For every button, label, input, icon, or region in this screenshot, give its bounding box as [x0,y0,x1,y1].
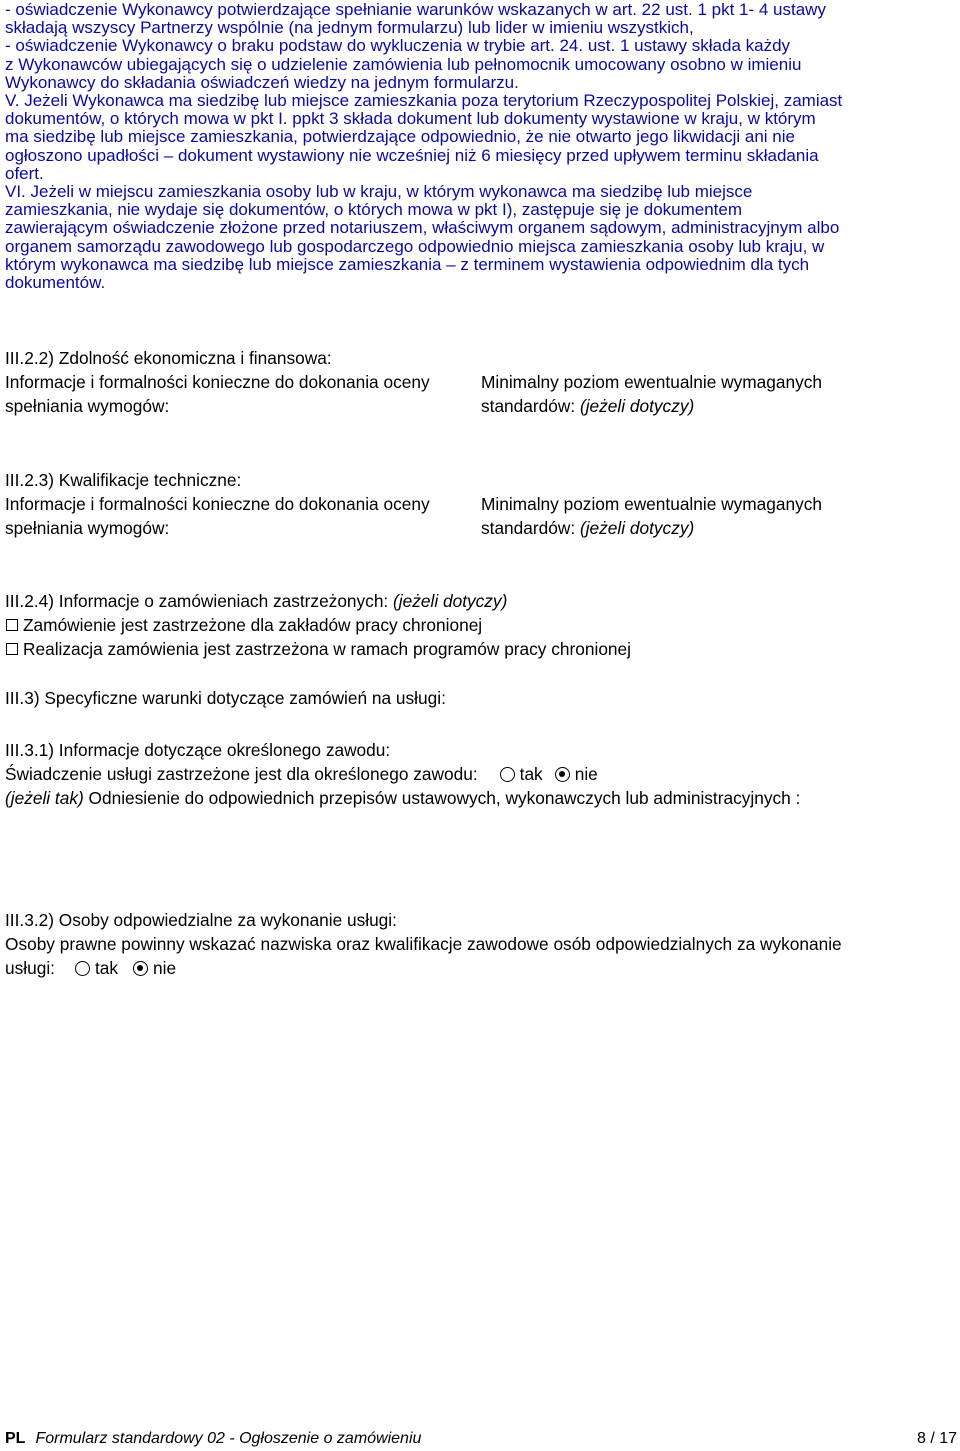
column-label-line: Informacje i formalności konieczne do dokonania oceny [5,494,430,514]
requirements-columns [5,370,822,418]
section-heading [5,468,822,492]
section-title: Zdolność ekonomiczna i finansowa: [58,348,332,368]
question-label: usługi: [5,958,55,978]
intro-line: organem samorządu zawodowego lub gospodarczego odpowiednio miejsca zamieszkania osoby lub kraju, w [5,236,825,256]
information-column [5,370,481,418]
section-technical-qualifications [5,468,822,540]
checkbox-label: Realizacja zamówienia jest zastrzeżona w ramach programów pracy chronionej [23,639,631,659]
radio-yes[interactable] [75,961,90,976]
information-column [5,492,481,540]
section-heading [5,589,631,613]
column-label-line: Informacje i formalności konieczne do dokonania oceny [5,372,430,392]
column-label-line [481,394,822,418]
radio-no-label: nie [153,958,177,978]
section-particular-profession [5,738,800,810]
intro-line: ma siedzibę lub miejsce zamieszkania, potwierdzające odpowiednio, że nie otwarto jego likwidacji ani nie [5,127,795,147]
section-staff-responsible [5,908,842,980]
column-label-line [481,516,822,540]
checkbox-icon[interactable] [6,619,18,631]
question-label: Świadczenie usługi zastrzeżone jest dla określonego zawodu: [5,764,478,784]
intro-line: - oświadczenie Wykonawcy o braku podstaw do wykluczenia w trybie art. 24. ust. 1 ustawy składa każdy [5,36,791,56]
intro-line: Wykonawcy do składania oświadczeń wiedzy na jednym formularzu. [5,72,519,92]
intro-line: VI. Jeżeli w miejscu zamieszkania osoby lub w kraju, w którym wykonawca ma siedzibę lub miejsce [5,182,753,202]
column-label-text: standardów: [481,518,580,538]
section-service-conditions [5,686,446,710]
if-applicable-note: (jeżeli dotyczy) [579,396,695,416]
section-title: III.2.4) Informacje o zamówieniach zastrzeżonych: [5,591,389,611]
section-title: III.3.1) Informacje dotyczące określonego zawodu: [5,740,391,760]
page-number: 8 / 17 [916,1430,957,1447]
section-number: III.2.2) [5,348,54,368]
radio-yes-label: tak [94,958,119,978]
intro-line: składają wszyscy Partnerzy wspólnie (na jednym formularzu) lub lider w imieniu wszystkich, [5,18,694,38]
column-label-line: Minimalny poziom ewentualnie wymaganych [481,494,822,514]
intro-line: ofert. [5,163,44,183]
intro-line: którym wykonawca ma siedzibę lub miejsce zamieszkania – z terminem wystawienia odpowiednim dla tych [5,254,810,274]
regulation-reference [5,786,800,810]
radio-no-label: nie [574,764,598,784]
section-title: III.3.2) Osoby odpowiedzialne za wykonanie usługi: [5,910,397,930]
minimum-standards-column [481,370,822,418]
requirements-columns [5,492,822,540]
column-label-line: Minimalny poziom ewentualnie wymaganych [481,372,822,392]
intro-line: dokumentów. [5,273,106,293]
profession-question [5,762,800,786]
intro-line: zawierającym oświadczenie złożone przed notariuszem, właściwym organem sądowym, administracyjnym albo [5,218,840,238]
section-heading [5,346,822,370]
intro-line: z Wykonawców ubiegających się o udzielenie zamówienia lub pełnomocnik umocowany osobno w imieniu [5,54,802,74]
intro-text-block [5,1,955,292]
radio-no-selected[interactable] [133,961,148,976]
section-title: Kwalifikacje techniczne: [58,470,242,490]
column-label-line: spełniania wymogów: [5,396,170,416]
question-label: Osoby prawne powinny wskazać nazwiska oraz kwalifikacje zawodowe osób odpowiedzialnych za wykonanie [5,934,842,954]
reserved-option-sheltered-programmes[interactable] [5,637,631,661]
if-applicable-note: (jeżeli dotyczy) [393,591,508,611]
minimum-standards-column [481,492,822,540]
section-number: III.2.3) [5,470,54,490]
intro-line: - oświadczenie Wykonawcy potwierdzające spełnianie warunków wskazanych w art. 22 ust. 1 pkt 1- 4 ustawy [5,0,826,19]
section-reserved-contracts [5,589,631,661]
language-code: PL [5,1430,26,1447]
radio-no-selected[interactable] [555,767,570,782]
form-title: Formularz standardowy 02 - Ogłoszenie o zamówieniu [35,1430,422,1447]
radio-yes-label: tak [519,764,543,784]
reference-label: Odniesienie do odpowiednich przepisów ustawowych, wykonawczych lub administracyjnych : [83,788,801,808]
if-applicable-note: (jeżeli dotyczy) [579,518,695,538]
reserved-option-sheltered-workshops[interactable] [5,613,631,637]
staff-question-options [5,956,842,980]
section-economic-capacity [5,346,822,418]
column-label-text: standardów: [481,396,580,416]
checkbox-icon[interactable] [6,643,18,655]
page-footer [5,1430,957,1448]
checkbox-label: Zamówienie jest zastrzeżone dla zakładów pracy chronionej [23,615,483,635]
radio-yes[interactable] [500,767,515,782]
if-yes-note: (jeżeli tak) [5,788,84,808]
intro-line: zamieszkania, nie wydaje się dokumentów, o których mowa w pkt I), zastępuje się je dokumentem [5,200,743,220]
section-title: III.3) Specyficzne warunki dotyczące zamówień na usługi: [5,688,446,708]
column-label-line: spełniania wymogów: [5,518,170,538]
intro-line: dokumentów, o których mowa w pkt I. ppkt 3 składa dokument lub dokumenty wystawione w kraju, w którym [5,109,816,129]
intro-line: V. Jeżeli Wykonawca ma siedzibę lub miejsce zamieszkania poza terytorium Rzeczypospolitej Polskiej, zamiast [5,91,843,111]
intro-line: ogłoszono upadłości – dokument wystawiony nie wcześniej niż 6 miesięcy przed upływem terminu składania [5,145,819,165]
